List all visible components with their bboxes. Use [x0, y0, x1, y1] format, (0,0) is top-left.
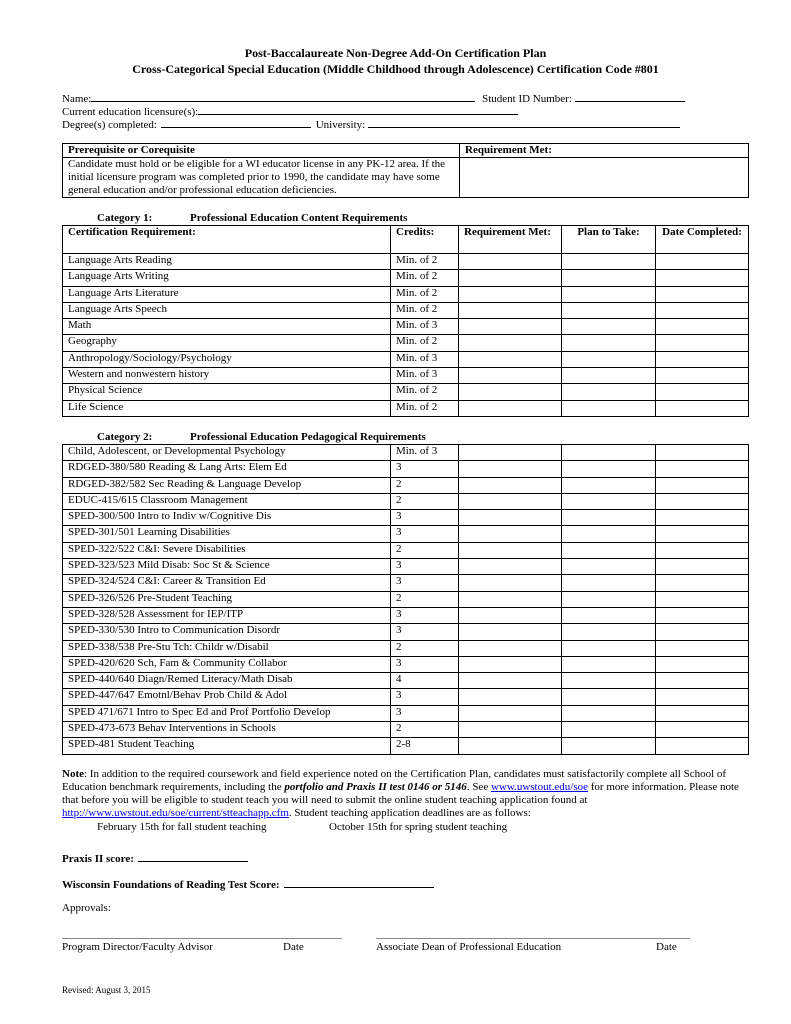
- table-row: [63, 493, 749, 509]
- table-row: [63, 400, 749, 416]
- date-cell[interactable]: [656, 575, 749, 591]
- student-id-input-line[interactable]: [575, 90, 685, 102]
- requirement-cell: SPED-330/530 Intro to Communication Disordr: [63, 624, 391, 640]
- date-cell[interactable]: [656, 705, 749, 721]
- date-cell[interactable]: [656, 477, 749, 493]
- date-cell[interactable]: [656, 722, 749, 738]
- table-row: [63, 526, 749, 542]
- plan-cell[interactable]: [562, 575, 656, 591]
- credits-cell: Min. of 2: [391, 302, 459, 318]
- table-row: [63, 477, 749, 493]
- note-text-1: : In addition to the required coursework and field experience noted on the Certification Plan, candidates must satisfactorily complete all School of Education benchmark requirements, including the: [62, 768, 727, 793]
- credits-cell: 3: [391, 607, 459, 623]
- date-cell[interactable]: [656, 493, 749, 509]
- table-row: [63, 705, 749, 721]
- credits-header: Credits:: [391, 226, 459, 254]
- date-cell[interactable]: [656, 445, 749, 461]
- credits-cell: Min. of 2: [391, 254, 459, 270]
- date-cell[interactable]: [656, 656, 749, 672]
- table-row: [63, 640, 749, 656]
- credits-cell: 3: [391, 461, 459, 477]
- credits-cell: Min. of 3: [391, 319, 459, 335]
- revised-date: Revised: August 3, 2015: [62, 985, 151, 995]
- prereq-text: Candidate must hold or be eligible for a WI educator license in any PK-12 area. If the initial licensure program was completed prior to 1990, the candidate may have some general education and/or professional education deficiencies.: [63, 158, 460, 198]
- requirement-cell: SPED-301/501 Learning Disabilities: [63, 526, 391, 542]
- requirement-cell: Language Arts Speech: [63, 302, 391, 318]
- praxis-input-line[interactable]: [138, 850, 248, 862]
- requirement-cell: Child, Adolescent, or Developmental Psychology: [63, 445, 391, 461]
- credits-cell: Min. of 3: [391, 368, 459, 384]
- met-cell[interactable]: [459, 400, 562, 416]
- requirement-cell: EDUC-415/615 Classroom Management: [63, 493, 391, 509]
- table-row: [63, 445, 749, 461]
- plan-cell[interactable]: [562, 722, 656, 738]
- date-cell[interactable]: [656, 286, 749, 302]
- plan-cell[interactable]: [562, 656, 656, 672]
- table-row: [63, 461, 749, 477]
- credits-cell: 3: [391, 559, 459, 575]
- soe-link[interactable]: www.uwstout.edu/soe: [490, 781, 589, 793]
- note-text-3: for more information. Please note that before you will be eligible to student teach you will need to submit the online student teaching application found at: [62, 781, 739, 806]
- plan-cell[interactable]: [562, 624, 656, 640]
- plan-cell[interactable]: [562, 254, 656, 270]
- prereq-met-cell[interactable]: [460, 158, 749, 198]
- requirement-cell: SPED-440/640 Diagn/Remed Literacy/Math Disab: [63, 673, 391, 689]
- met-cell[interactable]: [459, 542, 562, 558]
- credits-cell: 3: [391, 510, 459, 526]
- category1-table: [62, 225, 749, 417]
- met-cell[interactable]: [459, 607, 562, 623]
- date-cell[interactable]: [656, 510, 749, 526]
- table-row: [63, 738, 749, 754]
- plan-cell[interactable]: [562, 400, 656, 416]
- requirement-cell: SPED 471/671 Intro to Spec Ed and Prof Portfolio Develop: [63, 705, 391, 721]
- met-cell[interactable]: [459, 705, 562, 721]
- requirement-cell: SPED-324/524 C&I: Career & Transition Ed: [63, 575, 391, 591]
- name-input-line[interactable]: [91, 90, 475, 102]
- plan-cell[interactable]: [562, 477, 656, 493]
- director-signature-line[interactable]: [62, 938, 342, 939]
- plan-cell[interactable]: [562, 510, 656, 526]
- plan-cell[interactable]: [562, 640, 656, 656]
- licensure-input-line[interactable]: [198, 103, 518, 115]
- credits-cell: 3: [391, 624, 459, 640]
- prerequisite-table: [62, 143, 749, 198]
- table-row: [63, 575, 749, 591]
- degree-label: Degree(s) completed:: [62, 119, 157, 131]
- praxis-row: [62, 850, 248, 865]
- met-cell[interactable]: [459, 591, 562, 607]
- credits-cell: 2: [391, 493, 459, 509]
- requirement-cell: SPED-326/526 Pre-Student Teaching: [63, 591, 391, 607]
- cert-req-header: Certification Requirement:: [63, 226, 391, 254]
- table-row: [63, 591, 749, 607]
- university-label: University:: [315, 119, 366, 131]
- date-cell[interactable]: [656, 254, 749, 270]
- met-cell[interactable]: [459, 510, 562, 526]
- met-cell[interactable]: [459, 673, 562, 689]
- requirement-cell: Physical Science: [63, 384, 391, 400]
- note-label: Note: [62, 768, 84, 780]
- requirement-cell: SPED-447/647 Emotnl/Behav Prob Child & Adol: [63, 689, 391, 705]
- plan-cell[interactable]: [562, 526, 656, 542]
- table-row: [63, 542, 749, 558]
- credits-cell: Min. of 2: [391, 384, 459, 400]
- requirement-cell: SPED-300/500 Intro to Indiv w/Cognitive Dis: [63, 510, 391, 526]
- requirement-cell: Language Arts Writing: [63, 270, 391, 286]
- met-cell[interactable]: [459, 368, 562, 384]
- requirement-cell: SPED-338/538 Pre-Stu Tch: Childr w/Disabil: [63, 640, 391, 656]
- director-date-label: Date: [283, 941, 304, 953]
- plan-cell[interactable]: [562, 738, 656, 754]
- met-cell[interactable]: [459, 656, 562, 672]
- date-cell[interactable]: [656, 302, 749, 318]
- credits-cell: 3: [391, 689, 459, 705]
- category2-label: Category 2:: [97, 431, 153, 443]
- category2-table: [62, 444, 749, 755]
- date-cell[interactable]: [656, 319, 749, 335]
- table-row: [63, 656, 749, 672]
- date-cell[interactable]: [656, 640, 749, 656]
- dean-signature-line[interactable]: [376, 938, 690, 939]
- note-text-2: . See: [466, 781, 491, 793]
- requirement-cell: Language Arts Reading: [63, 254, 391, 270]
- met-cell[interactable]: [459, 384, 562, 400]
- met-cell[interactable]: [459, 270, 562, 286]
- date-cell[interactable]: [656, 542, 749, 558]
- met-cell[interactable]: [459, 493, 562, 509]
- table-row: [63, 286, 749, 302]
- name-label: Name:: [62, 93, 92, 105]
- wfort-label: Wisconsin Foundations of Reading Test Score:: [62, 879, 280, 891]
- table-row: [63, 722, 749, 738]
- deadline-fall: February 15th for fall student teaching: [97, 821, 267, 833]
- requirement-cell: Geography: [63, 335, 391, 351]
- date-cell[interactable]: [656, 270, 749, 286]
- deadline-spring: October 15th for spring student teaching: [329, 821, 508, 833]
- date-cell[interactable]: [656, 335, 749, 351]
- wfort-input-line[interactable]: [284, 876, 434, 888]
- date-cell[interactable]: [656, 738, 749, 754]
- plan-cell[interactable]: [562, 689, 656, 705]
- date-cell[interactable]: [656, 591, 749, 607]
- requirement-cell: SPED-420/620 Sch, Fam & Community Collabor: [63, 656, 391, 672]
- plan-cell[interactable]: [562, 461, 656, 477]
- credits-cell: 3: [391, 656, 459, 672]
- date-cell[interactable]: [656, 559, 749, 575]
- plan-cell[interactable]: [562, 319, 656, 335]
- requirement-cell: Western and nonwestern history: [63, 368, 391, 384]
- plan-cell[interactable]: [562, 493, 656, 509]
- document-subtitle: Cross-Categorical Special Education (Middle Childhood through Adolescence) Certification Code #801: [132, 62, 659, 76]
- degree-field-row: [62, 116, 680, 131]
- date-cell[interactable]: [656, 526, 749, 542]
- table-row: [63, 254, 749, 270]
- credits-cell: 4: [391, 673, 459, 689]
- credits-cell: 2: [391, 591, 459, 607]
- approvals-label: Approvals:: [62, 902, 111, 914]
- licensure-label: Current education licensure(s):: [62, 106, 199, 118]
- date-cell[interactable]: [656, 689, 749, 705]
- plan-cell[interactable]: [562, 705, 656, 721]
- plan-cell[interactable]: [562, 351, 656, 367]
- dean-label: Associate Dean of Professional Education: [376, 941, 562, 953]
- met-header: Requirement Met:: [459, 226, 562, 254]
- met-cell[interactable]: [459, 624, 562, 640]
- table-row: [63, 624, 749, 640]
- credits-cell: 2: [391, 477, 459, 493]
- dean-date-label: Date: [656, 941, 677, 953]
- credits-cell: Min. of 2: [391, 400, 459, 416]
- credits-cell: Min. of 2: [391, 286, 459, 302]
- table-row: [63, 689, 749, 705]
- met-cell[interactable]: [459, 477, 562, 493]
- plan-cell[interactable]: [562, 542, 656, 558]
- credits-cell: 2: [391, 722, 459, 738]
- director-label: Program Director/Faculty Advisor: [62, 941, 213, 953]
- date-cell[interactable]: [656, 673, 749, 689]
- met-cell[interactable]: [459, 335, 562, 351]
- met-cell[interactable]: [459, 526, 562, 542]
- plan-cell[interactable]: [562, 270, 656, 286]
- met-cell[interactable]: [459, 254, 562, 270]
- met-cell[interactable]: [459, 445, 562, 461]
- requirement-cell: Life Science: [63, 400, 391, 416]
- date-cell[interactable]: [656, 351, 749, 367]
- plan-cell[interactable]: [562, 445, 656, 461]
- requirement-cell: SPED-481 Student Teaching: [63, 738, 391, 754]
- table-row: [63, 559, 749, 575]
- plan-cell[interactable]: [562, 607, 656, 623]
- credits-cell: 2: [391, 542, 459, 558]
- note-paragraph: [62, 768, 748, 820]
- document-title: Post-Baccalaureate Non-Degree Add-On Certification Plan: [244, 46, 547, 60]
- requirement-cell: Anthropology/Sociology/Psychology: [63, 351, 391, 367]
- table-row: [63, 319, 749, 335]
- credits-cell: 3: [391, 705, 459, 721]
- plan-cell[interactable]: [562, 335, 656, 351]
- table-row: [63, 270, 749, 286]
- date-cell[interactable]: [656, 400, 749, 416]
- requirement-met-header: Requirement Met:: [460, 144, 749, 158]
- table-row: [63, 302, 749, 318]
- plan-cell[interactable]: [562, 302, 656, 318]
- date-cell[interactable]: [656, 368, 749, 384]
- requirement-cell: RDGED-382/582 Sec Reading & Language Develop: [63, 477, 391, 493]
- credits-cell: 3: [391, 575, 459, 591]
- date-cell[interactable]: [656, 461, 749, 477]
- table-row: [63, 384, 749, 400]
- requirement-cell: Math: [63, 319, 391, 335]
- met-cell[interactable]: [459, 640, 562, 656]
- table-row: [63, 351, 749, 367]
- plan-header: Plan to Take:: [562, 226, 656, 254]
- requirement-cell: Language Arts Literature: [63, 286, 391, 302]
- praxis-label: Praxis II score:: [62, 853, 134, 865]
- credits-cell: 2-8: [391, 738, 459, 754]
- met-cell[interactable]: [459, 722, 562, 738]
- stteachapp-link[interactable]: http://www.uwstout.edu/soe/current/stteachapp.cfm: [62, 807, 289, 819]
- date-cell[interactable]: [656, 624, 749, 640]
- plan-cell[interactable]: [562, 286, 656, 302]
- table-row: [63, 607, 749, 623]
- plan-cell[interactable]: [562, 591, 656, 607]
- requirement-cell: RDGED-380/580 Reading & Lang Arts: Elem Ed: [63, 461, 391, 477]
- met-cell[interactable]: [459, 351, 562, 367]
- met-cell[interactable]: [459, 575, 562, 591]
- table-row: [63, 673, 749, 689]
- requirement-cell: SPED-322/522 C&I: Severe Disabilities: [63, 542, 391, 558]
- degree-input-line[interactable]: [161, 116, 311, 128]
- credits-cell: 3: [391, 526, 459, 542]
- note-text-4: . Student teaching application deadlines are as follows:: [288, 807, 531, 819]
- wfort-row: [62, 876, 434, 891]
- met-cell[interactable]: [459, 559, 562, 575]
- note-emphasis: portfolio and Praxis II test 0146 or 5146: [284, 781, 467, 793]
- requirement-cell: SPED-323/523 Mild Disab: Soc St & Science: [63, 559, 391, 575]
- plan-cell[interactable]: [562, 368, 656, 384]
- met-cell[interactable]: [459, 738, 562, 754]
- table-row: [63, 335, 749, 351]
- requirement-cell: SPED-473-673 Behav Interventions in Schools: [63, 722, 391, 738]
- category1-label: Category 1:: [97, 212, 153, 224]
- plan-cell[interactable]: [562, 673, 656, 689]
- table-row: [63, 368, 749, 384]
- plan-cell[interactable]: [562, 559, 656, 575]
- met-cell[interactable]: [459, 461, 562, 477]
- met-cell[interactable]: [459, 319, 562, 335]
- date-cell[interactable]: [656, 384, 749, 400]
- date-cell[interactable]: [656, 607, 749, 623]
- category2-name: Professional Education Pedagogical Requirements: [190, 431, 426, 443]
- date-header: Date Completed:: [656, 226, 749, 254]
- met-cell[interactable]: [459, 286, 562, 302]
- credits-cell: Min. of 3: [391, 351, 459, 367]
- credits-cell: Min. of 3: [391, 445, 459, 461]
- requirement-cell: SPED-328/528 Assessment for IEP/ITP: [63, 607, 391, 623]
- prereq-header: Prerequisite or Corequisite: [63, 144, 460, 158]
- university-input-line[interactable]: [368, 116, 680, 128]
- credits-cell: 2: [391, 640, 459, 656]
- credits-cell: Min. of 2: [391, 270, 459, 286]
- student-id-label: Student ID Number:: [482, 93, 572, 105]
- table-row: [63, 510, 749, 526]
- met-cell[interactable]: [459, 302, 562, 318]
- plan-cell[interactable]: [562, 384, 656, 400]
- credits-cell: Min. of 2: [391, 335, 459, 351]
- met-cell[interactable]: [459, 689, 562, 705]
- category1-name: Professional Education Content Requirements: [190, 212, 408, 224]
